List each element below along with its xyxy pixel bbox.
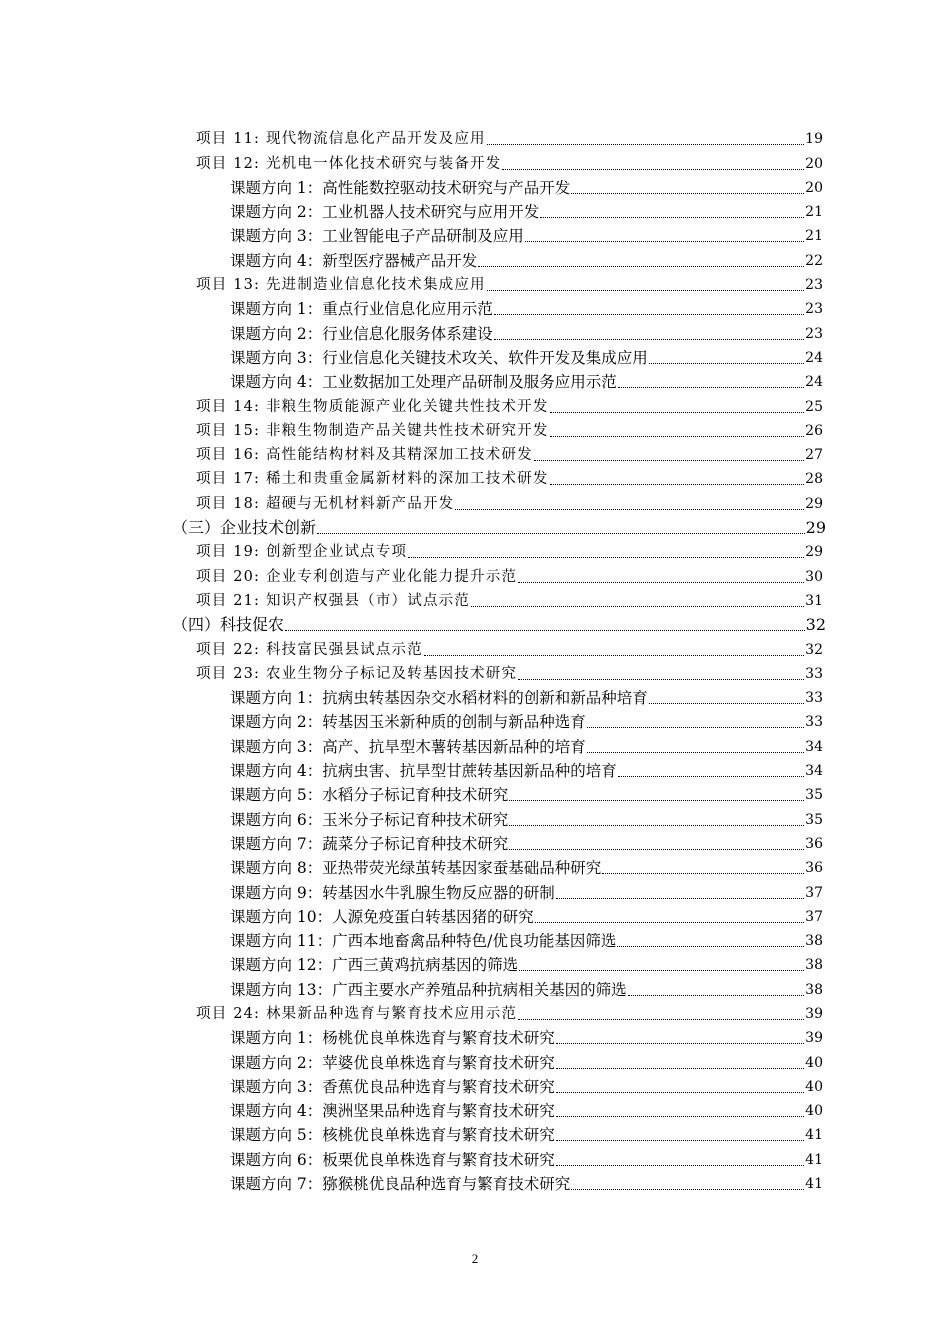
toc-entry-title: 课题方向 4：抗病虫害、抗旱型甘蔗转基因新品种的培育 xyxy=(230,762,617,781)
toc-project-entry[interactable] xyxy=(0,588,950,612)
toc-project-entry[interactable] xyxy=(0,539,950,563)
toc-entry-page-number: 40 xyxy=(805,1103,823,1120)
toc-dot-leader xyxy=(540,217,804,218)
toc-topic-entry[interactable] xyxy=(0,296,950,320)
toc-dot-leader xyxy=(518,679,804,680)
toc-entry-title: 项目 19: 创新型企业试点专项 xyxy=(196,544,408,561)
toc-entry-title: 项目 16: 高性能结构材料及其精深加工技术研发 xyxy=(196,447,533,464)
toc-entry-page-number: 36 xyxy=(805,835,823,852)
toc-project-entry[interactable] xyxy=(0,490,950,514)
toc-topic-entry[interactable] xyxy=(0,1049,950,1073)
toc-entry-page-number: 41 xyxy=(805,1127,823,1144)
toc-dot-leader xyxy=(502,169,804,170)
toc-dot-leader xyxy=(424,655,804,656)
toc-entry-title: （三）企业技术创新 xyxy=(172,518,317,538)
toc-dot-leader xyxy=(478,266,804,267)
toc-topic-entry[interactable] xyxy=(0,247,950,271)
toc-entry-page-number: 37 xyxy=(805,908,823,925)
toc-entry-title: 课题方向 4：新型医疗器械产品开发 xyxy=(230,251,478,270)
toc-dot-leader xyxy=(618,776,804,777)
toc-dot-leader xyxy=(535,922,805,923)
toc-dot-leader xyxy=(571,1189,804,1190)
toc-topic-entry[interactable] xyxy=(0,879,950,903)
toc-topic-entry[interactable] xyxy=(0,855,950,879)
toc-entry-page-number: 38 xyxy=(805,981,823,998)
toc-entry-page-number: 40 xyxy=(805,1054,823,1071)
toc-entry-page-number: 23 xyxy=(805,301,823,318)
toc-entry-title: （四）科技促农 xyxy=(172,615,285,635)
toc-topic-entry[interactable] xyxy=(0,709,950,733)
toc-entry-page-number: 20 xyxy=(805,155,823,172)
toc-topic-entry[interactable] xyxy=(0,904,950,928)
toc-entry-title: 项目 20: 企业专利创造与产业化能力提升示范 xyxy=(196,568,518,585)
toc-entry-page-number: 39 xyxy=(805,1030,823,1047)
toc-project-entry[interactable] xyxy=(0,150,950,174)
toc-topic-entry[interactable] xyxy=(0,928,950,952)
toc-project-entry[interactable] xyxy=(0,1001,950,1025)
toc-entry-title: 项目 12: 光机电一体化技术研究与装备开发 xyxy=(196,155,502,172)
toc-entry-page-number: 34 xyxy=(805,738,823,755)
toc-topic-entry[interactable] xyxy=(0,320,950,344)
toc-topic-entry[interactable] xyxy=(0,175,950,199)
toc-topic-entry[interactable] xyxy=(0,952,950,976)
toc-entry-page-number: 33 xyxy=(805,714,823,731)
toc-entry-title: 课题方向 11：广西本地畜禽品种特色/优良功能基因筛选 xyxy=(230,932,617,951)
toc-entry-page-number: 25 xyxy=(805,398,823,415)
toc-entry-page-number: 22 xyxy=(805,252,823,269)
toc-topic-entry[interactable] xyxy=(0,976,950,1000)
toc-entry-page-number: 37 xyxy=(805,884,823,901)
toc-entry-title: 课题方向 2：工业机器人技术研究与应用开发 xyxy=(230,203,540,222)
toc-dot-leader xyxy=(471,606,804,607)
toc-dot-leader xyxy=(408,557,804,558)
table-of-contents xyxy=(0,126,950,1195)
toc-entry-page-number: 24 xyxy=(805,349,823,366)
page-number: 2 xyxy=(471,1251,479,1266)
toc-topic-entry[interactable] xyxy=(0,199,950,223)
toc-entry-title: 项目 11: 现代物流信息化产品开发及应用 xyxy=(196,131,486,148)
toc-topic-entry[interactable] xyxy=(0,1025,950,1049)
toc-entry-title: 课题方向 7：蔬菜分子标记育种技术研究 xyxy=(230,834,509,853)
toc-topic-entry[interactable] xyxy=(0,782,950,806)
toc-dot-leader xyxy=(487,144,804,145)
toc-entry-title: 课题方向 1：抗病虫转基因杂交水稻材料的创新和新品种培育 xyxy=(230,689,648,708)
toc-dot-leader xyxy=(618,387,804,388)
toc-entry-page-number: 34 xyxy=(805,763,823,780)
toc-dot-leader xyxy=(519,970,804,971)
toc-section-entry[interactable] xyxy=(0,612,950,636)
toc-topic-entry[interactable] xyxy=(0,831,950,855)
toc-section-entry[interactable] xyxy=(0,515,950,539)
toc-dot-leader xyxy=(550,412,805,413)
toc-dot-leader xyxy=(556,898,804,899)
toc-entry-title: 项目 14: 非粮生物质能源产业化关键共性技术开发 xyxy=(196,398,549,415)
toc-topic-entry[interactable] xyxy=(0,1171,950,1195)
toc-dot-leader xyxy=(509,825,804,826)
toc-dot-leader xyxy=(455,509,804,510)
toc-topic-entry[interactable] xyxy=(0,1146,950,1170)
toc-entry-page-number: 29 xyxy=(805,518,826,538)
toc-entry-page-number: 38 xyxy=(805,933,823,950)
toc-entry-page-number: 32 xyxy=(805,615,826,635)
toc-entry-title: 项目 24: 林果新品种选育与繁育技术应用示范 xyxy=(196,1005,518,1022)
toc-dot-leader xyxy=(617,946,804,947)
toc-project-entry[interactable] xyxy=(0,442,950,466)
toc-entry-title: 课题方向 2：行业信息化服务体系建设 xyxy=(230,324,493,343)
toc-entry-page-number: 29 xyxy=(805,544,823,561)
toc-entry-title: 课题方向 3：高产、抗旱型木薯转基因新品种的培育 xyxy=(230,737,586,756)
toc-entry-page-number: 35 xyxy=(805,811,823,828)
toc-entry-page-number: 39 xyxy=(805,1005,823,1022)
toc-entry-page-number: 27 xyxy=(805,447,823,464)
toc-dot-leader xyxy=(587,752,804,753)
toc-entry-page-number: 21 xyxy=(805,204,823,221)
toc-entry-page-number: 33 xyxy=(805,665,823,682)
toc-dot-leader xyxy=(509,849,804,850)
toc-entry-title: 课题方向 4：澳洲坚果品种选育与繁育技术研究 xyxy=(230,1102,555,1121)
toc-entry-title: 课题方向 4：工业数据加工处理产品研制及服务应用示范 xyxy=(230,373,617,392)
toc-entry-page-number: 30 xyxy=(805,568,823,585)
toc-entry-title: 项目 18: 超硬与无机材料新产品开发 xyxy=(196,495,455,512)
toc-entry-page-number: 24 xyxy=(805,374,823,391)
toc-entry-title: 课题方向 5：核桃优良单株选育与繁育技术研究 xyxy=(230,1126,555,1145)
toc-entry-title: 课题方向 8：亚热带荧光绿茧转基因家蚕基础品种研究 xyxy=(230,859,602,878)
toc-dot-leader xyxy=(518,582,804,583)
toc-entry-page-number: 32 xyxy=(805,641,823,658)
toc-entry-page-number: 38 xyxy=(805,957,823,974)
toc-entry-title: 课题方向 6：玉米分子标记育种技术研究 xyxy=(230,810,509,829)
toc-entry-title: 课题方向 13：广西主要水产养殖品种抗病相关基因的筛选 xyxy=(230,980,627,999)
toc-entry-title: 课题方向 10：人源免疫蛋白转基因猪的研究 xyxy=(230,907,534,926)
toc-entry-title: 项目 22: 科技富民强县试点示范 xyxy=(196,641,423,658)
toc-entry-page-number: 31 xyxy=(805,592,823,609)
toc-entry-title: 项目 21: 知识产权强县（市）试点示范 xyxy=(196,592,471,609)
toc-entry-title: 课题方向 2：转基因玉米新种质的创制与新品种选育 xyxy=(230,713,586,732)
toc-dot-leader xyxy=(518,1019,804,1020)
toc-entry-page-number: 33 xyxy=(805,690,823,707)
toc-dot-leader xyxy=(487,290,804,291)
toc-dot-leader xyxy=(556,1140,804,1141)
toc-dot-leader xyxy=(556,1043,804,1044)
toc-entry-page-number: 28 xyxy=(805,471,823,488)
toc-project-entry[interactable] xyxy=(0,393,950,417)
toc-topic-entry[interactable] xyxy=(0,758,950,782)
toc-entry-title: 课题方向 3：工业智能电子产品研制及应用 xyxy=(230,227,524,246)
toc-entry-page-number: 36 xyxy=(805,860,823,877)
toc-entry-title: 课题方向 6：板栗优良单株选育与繁育技术研究 xyxy=(230,1150,555,1169)
toc-topic-entry[interactable] xyxy=(0,685,950,709)
toc-entry-title: 课题方向 1：重点行业信息化应用示范 xyxy=(230,300,493,319)
toc-dot-leader xyxy=(509,800,804,801)
toc-entry-page-number: 35 xyxy=(805,787,823,804)
toc-dot-leader xyxy=(285,630,805,631)
toc-dot-leader xyxy=(602,873,804,874)
toc-dot-leader xyxy=(550,436,805,437)
toc-dot-leader xyxy=(587,727,804,728)
toc-topic-entry[interactable] xyxy=(0,369,950,393)
toc-entry-title: 课题方向 5：水稻分子标记育种技术研究 xyxy=(230,786,509,805)
toc-dot-leader xyxy=(534,460,804,461)
toc-entry-title: 课题方向 3：行业信息化关键技术攻关、软件开发及集成应用 xyxy=(230,348,648,367)
toc-dot-leader xyxy=(628,995,805,996)
toc-entry-page-number: 19 xyxy=(805,131,823,148)
toc-dot-leader xyxy=(494,314,804,315)
toc-entry-title: 课题方向 2：苹婆优良单株选育与繁育技术研究 xyxy=(230,1053,555,1072)
toc-dot-leader xyxy=(550,484,805,485)
toc-dot-leader xyxy=(556,1068,804,1069)
toc-entry-title: 项目 17: 稀土和贵重金属新材料的深加工技术研发 xyxy=(196,471,549,488)
toc-topic-entry[interactable] xyxy=(0,1122,950,1146)
toc-entry-page-number: 23 xyxy=(805,325,823,342)
toc-entry-title: 课题方向 1：高性能数控驱动技术研究与产品开发 xyxy=(230,178,571,197)
toc-entry-title: 项目 15: 非粮生物制造产品关键共性技术研究开发 xyxy=(196,422,549,439)
toc-entry-page-number: 26 xyxy=(805,422,823,439)
toc-topic-entry[interactable] xyxy=(0,1074,950,1098)
toc-dot-leader xyxy=(525,241,804,242)
toc-entry-page-number: 40 xyxy=(805,1078,823,1095)
toc-topic-entry[interactable] xyxy=(0,345,950,369)
toc-dot-leader xyxy=(556,1092,804,1093)
toc-dot-leader xyxy=(571,193,804,194)
toc-project-entry[interactable] xyxy=(0,466,950,490)
toc-entry-page-number: 23 xyxy=(805,277,823,294)
toc-dot-leader xyxy=(649,703,804,704)
toc-entry-title: 课题方向 12：广西三黄鸡抗病基因的筛选 xyxy=(230,956,519,975)
toc-entry-page-number: 29 xyxy=(805,495,823,512)
toc-topic-entry[interactable] xyxy=(0,1098,950,1122)
toc-entry-title: 项目 13: 先进制造业信息化技术集成应用 xyxy=(196,277,486,294)
toc-entry-title: 项目 23: 农业生物分子标记及转基因技术研究 xyxy=(196,665,518,682)
toc-project-entry[interactable] xyxy=(0,563,950,587)
toc-dot-leader xyxy=(317,533,805,534)
toc-dot-leader xyxy=(556,1165,804,1166)
toc-dot-leader xyxy=(494,339,804,340)
toc-entry-page-number: 21 xyxy=(805,228,823,245)
toc-dot-leader xyxy=(556,1116,804,1117)
toc-project-entry[interactable] xyxy=(0,418,950,442)
toc-entry-page-number: 41 xyxy=(805,1151,823,1168)
toc-entry-title: 课题方向 3：香蕉优良品种选育与繁育技术研究 xyxy=(230,1077,555,1096)
toc-topic-entry[interactable] xyxy=(0,806,950,830)
toc-dot-leader xyxy=(649,363,804,364)
toc-entry-page-number: 41 xyxy=(805,1176,823,1193)
toc-entry-page-number: 20 xyxy=(805,179,823,196)
toc-entry-title: 课题方向 9：转基因水牛乳腺生物反应器的研制 xyxy=(230,883,555,902)
toc-topic-entry[interactable] xyxy=(0,733,950,757)
toc-project-entry[interactable] xyxy=(0,661,950,685)
toc-entry-title: 课题方向 7：猕猴桃优良品种选育与繁育技术研究 xyxy=(230,1175,571,1194)
toc-entry-title: 课题方向 1：杨桃优良单株选育与繁育技术研究 xyxy=(230,1029,555,1048)
toc-project-entry[interactable] xyxy=(0,636,950,660)
toc-project-entry[interactable] xyxy=(0,272,950,296)
toc-project-entry[interactable] xyxy=(0,126,950,150)
toc-topic-entry[interactable] xyxy=(0,223,950,247)
